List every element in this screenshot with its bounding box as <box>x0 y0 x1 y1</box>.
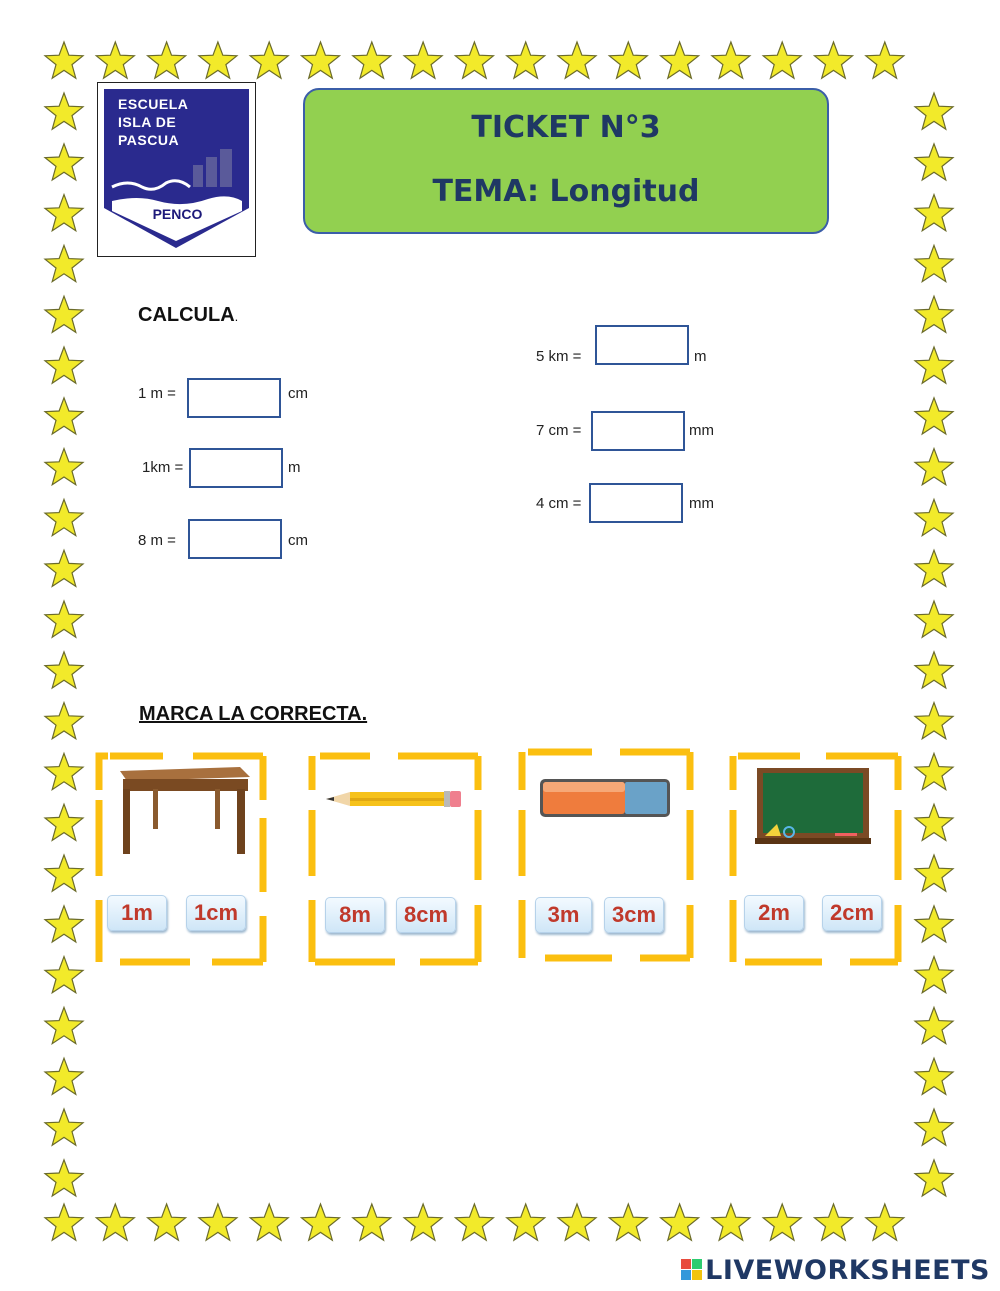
tema-title: TEMA: Longitud <box>432 174 700 209</box>
star-icon <box>915 1007 953 1043</box>
star-icon <box>199 1204 237 1240</box>
marca-heading: MARCA LA CORRECTA. <box>139 703 368 725</box>
option-eraser-3cm[interactable]: 3cm <box>604 897 664 933</box>
calc-left-3-unit: cm <box>288 532 308 549</box>
calc-left-3-prefix: 8 m = <box>138 532 176 549</box>
star-icon <box>815 1204 853 1240</box>
pencil-icon <box>326 788 462 810</box>
star-icon <box>661 1204 699 1240</box>
calc-right-3-unit: mm <box>689 495 714 512</box>
logo-line-2: ISLA DE <box>118 114 177 130</box>
calc-right-2-unit: mm <box>689 422 714 439</box>
star-icon <box>45 1160 83 1196</box>
calcula-heading-dot: . <box>234 309 239 324</box>
star-icon <box>866 1204 904 1240</box>
star-icon <box>96 1204 134 1240</box>
star-icon <box>45 1204 83 1240</box>
calc-left-1-prefix: 1 m = <box>138 385 176 402</box>
option-board-2cm[interactable]: 2cm <box>822 895 882 931</box>
star-icon <box>763 1204 801 1240</box>
logo-line-1: ESCUELA <box>118 96 189 112</box>
star-icon <box>915 1160 953 1196</box>
option-eraser-3m[interactable]: 3m <box>535 897 592 933</box>
star-icon <box>915 1058 953 1094</box>
star-icon <box>45 1058 83 1094</box>
calcula-heading-text: CALCULA <box>138 304 235 326</box>
star-icon <box>148 1204 186 1240</box>
ticket-title: TICKET N°3 <box>471 110 661 145</box>
logo-line-3: PASCUA <box>118 132 180 148</box>
star-icon <box>404 1204 442 1240</box>
liveworksheets-text: LIVEWORKSHEETS <box>705 1255 990 1286</box>
option-board-2m[interactable]: 2m <box>744 895 804 931</box>
star-icon <box>609 1204 647 1240</box>
star-icon <box>712 1204 750 1240</box>
star-icon <box>507 1204 545 1240</box>
star-icon <box>45 1109 83 1145</box>
star-icon <box>558 1204 596 1240</box>
star-icon <box>250 1204 288 1240</box>
calc-left-1-unit: cm <box>288 385 308 402</box>
calc-right-1-prefix: 5 km = <box>536 348 582 365</box>
star-icon <box>455 1204 493 1240</box>
calc-left-2-prefix: 1km = <box>142 459 184 476</box>
star-icon <box>302 1204 340 1240</box>
table-icon <box>115 765 255 860</box>
eraser-icon <box>538 777 672 819</box>
option-table-1cm[interactable]: 1cm <box>186 895 246 931</box>
star-icon <box>45 1007 83 1043</box>
calc-left-2-unit: m <box>288 459 301 476</box>
calc-right-2-prefix: 7 cm = <box>536 422 582 439</box>
option-pencil-8m[interactable]: 8m <box>325 897 385 933</box>
logo-bottom-text: PENCO <box>152 206 203 222</box>
star-icon <box>353 1204 391 1240</box>
star-icon <box>915 1109 953 1145</box>
option-pencil-8cm[interactable]: 8cm <box>396 897 456 933</box>
calc-right-3-prefix: 4 cm = <box>536 495 582 512</box>
liveworksheets-logo <box>681 1255 990 1286</box>
calc-right-1-unit: m <box>694 348 707 365</box>
option-table-1m[interactable]: 1m <box>107 895 167 931</box>
liveworksheets-icon <box>681 1259 703 1281</box>
chalkboard-icon <box>755 766 871 846</box>
